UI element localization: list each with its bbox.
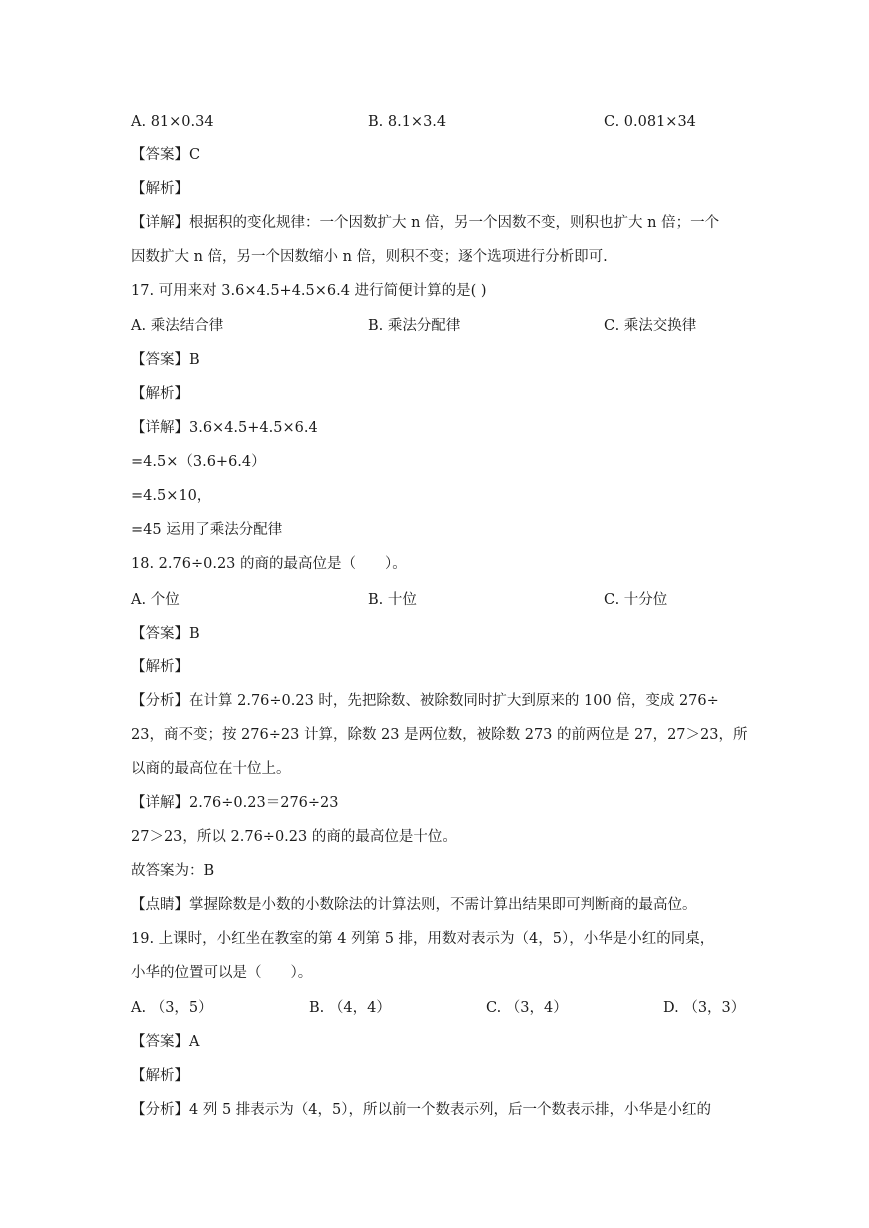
q17-question: 17. 可用来对 3.6×4.5+4.5×6.4 进行简便计算的是( )	[131, 283, 487, 299]
q18-option-c: C. 十分位	[604, 592, 668, 608]
q19-option-a: A. （3，5）	[131, 1000, 213, 1016]
q17-option-a: A. 乘法结合律	[131, 318, 224, 334]
q18-fenxi-line-3: 以商的最高位在十位上。	[131, 761, 291, 777]
q19-option-c: C. （3，4）	[486, 1000, 568, 1016]
q16-detail-line-1: 【详解】根据积的变化规律：一个因数扩大 n 倍，另一个因数不变，则积也扩大 n 倍；一个	[131, 215, 720, 231]
q18-analysis-heading: 【解析】	[131, 659, 189, 675]
q16-analysis-heading: 【解析】	[131, 181, 189, 197]
q17-detail-line-3: =4.5×10，	[131, 488, 212, 504]
q16-option-c: C. 0.081×34	[604, 114, 696, 130]
q18-answer: 【答案】B	[131, 626, 200, 642]
q18-option-a: A. 个位	[131, 592, 180, 608]
q16-answer: 【答案】C	[131, 147, 201, 163]
q17-analysis-heading: 【解析】	[131, 386, 189, 402]
q18-detail-line-2: 27＞23，所以 2.76÷0.23 的商的最高位是十位。	[131, 829, 457, 845]
q19-question-line-2: 小华的位置可以是（ ）。	[131, 965, 313, 981]
q18-fenxi-line-1: 【分析】在计算 2.76÷0.23 时，先把除数、被除数同时扩大到原来的 100 倍，变成 276÷	[131, 693, 719, 709]
q16-detail-line-2: 因数扩大 n 倍，另一个因数缩小 n 倍，则积不变；逐个选项进行分析即可.	[131, 249, 608, 265]
q19-option-b: B. （4，4）	[309, 1000, 391, 1016]
q18-detail-line-1: 【详解】2.76÷0.23＝276÷23	[131, 795, 339, 811]
q19-option-d: D. （3，3）	[663, 1000, 746, 1016]
q17-option-b: B. 乘法分配律	[368, 318, 461, 334]
q18-dianjing: 【点睛】掌握除数是小数的小数除法的计算法则，不需计算出结果即可判断商的最高位。	[131, 897, 697, 913]
q17-answer: 【答案】B	[131, 352, 200, 368]
q16-option-a: A. 81×0.34	[131, 114, 214, 130]
q18-final-answer: 故答案为：B	[131, 863, 215, 879]
q18-option-b: B. 十位	[368, 592, 417, 608]
q17-detail-line-4: =45 运用了乘法分配律	[131, 522, 283, 538]
q18-question: 18. 2.76÷0.23 的商的最高位是（ ）。	[131, 556, 407, 572]
q19-fenxi-line-1: 【分析】4 列 5 排表示为（4，5），所以前一个数表示列，后一个数表示排，小华是小红的	[131, 1102, 711, 1118]
q17-detail-line-1: 【详解】3.6×4.5+4.5×6.4	[131, 420, 318, 436]
q19-answer: 【答案】A	[131, 1034, 200, 1050]
q17-option-c: C. 乘法交换律	[604, 318, 697, 334]
q18-fenxi-line-2: 23，商不变；按 276÷23 计算，除数 23 是两位数，被除数 273 的前两位是 27，27＞23，所	[131, 727, 748, 743]
q16-option-b: B. 8.1×3.4	[368, 114, 447, 130]
q19-analysis-heading: 【解析】	[131, 1068, 189, 1084]
q19-question-line-1: 19. 上课时，小红坐在教室的第 4 列第 5 排，用数对表示为（4，5），小华是小红的同桌，	[131, 931, 715, 947]
q17-detail-line-2: =4.5×（3.6+6.4）	[131, 454, 266, 470]
